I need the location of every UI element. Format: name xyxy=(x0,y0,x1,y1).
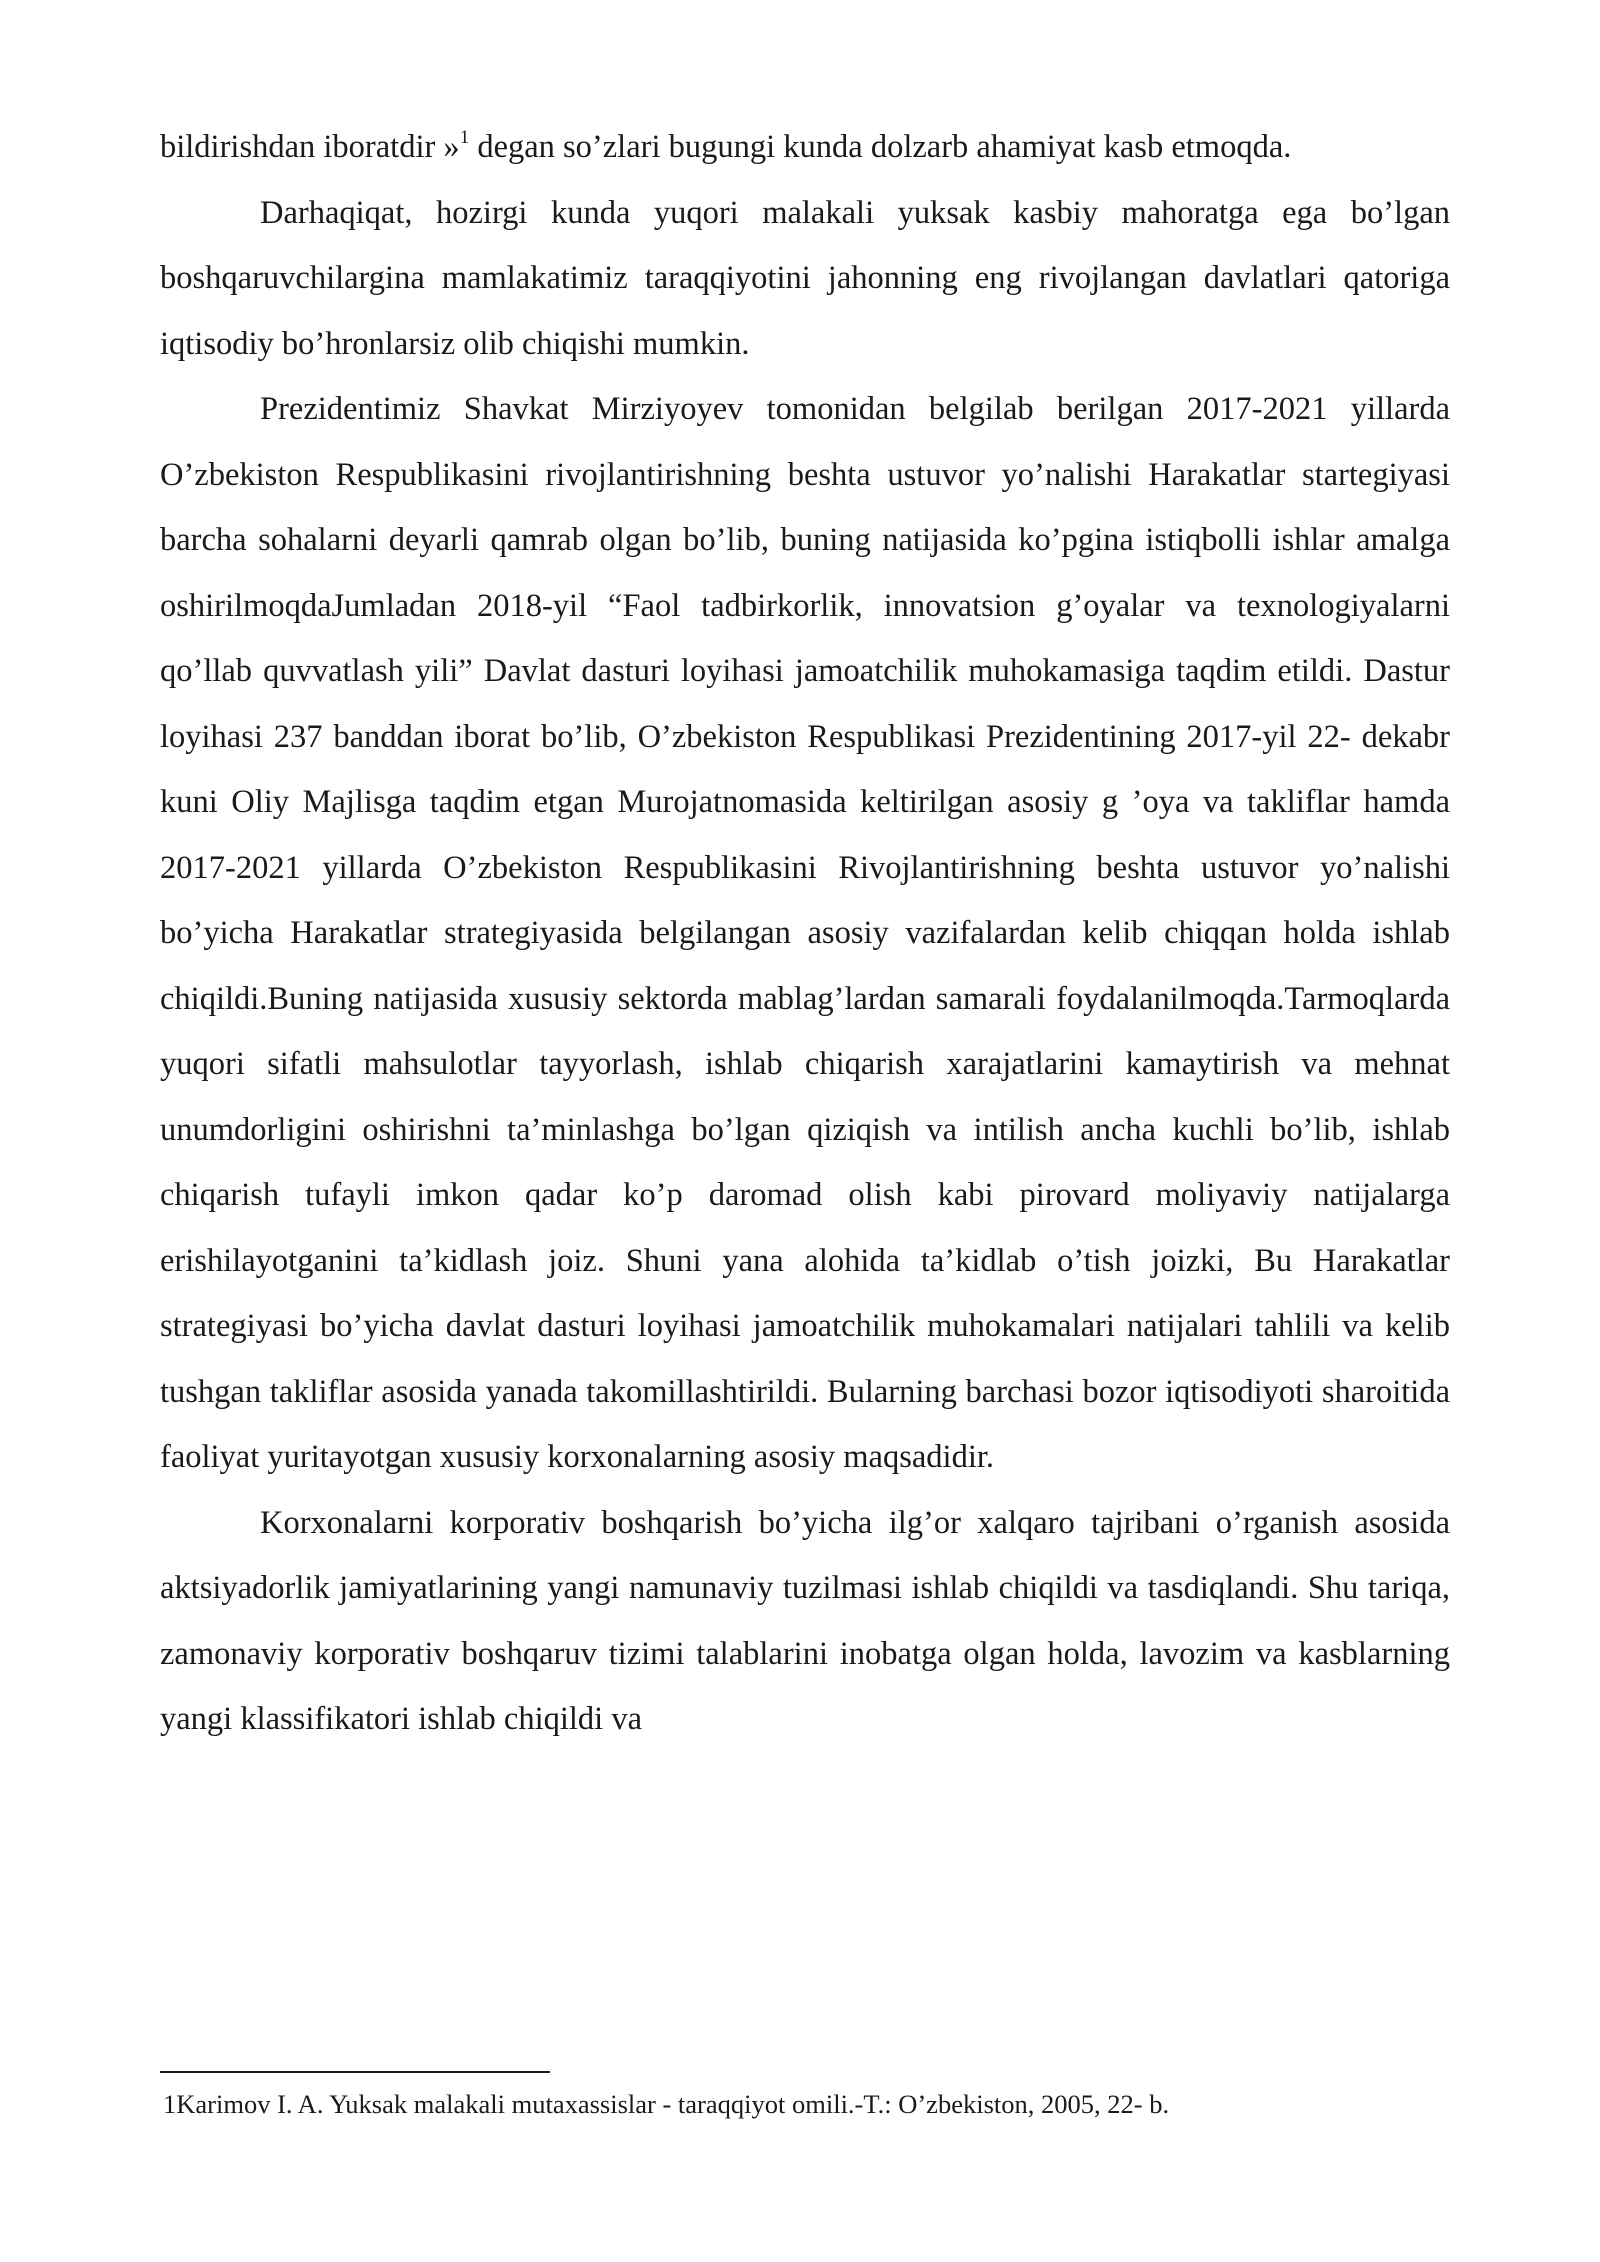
footnote-reference[interactable]: 1 xyxy=(459,127,470,149)
body-text xyxy=(160,115,1450,1753)
paragraph-text: degan so’zlari bugungi kunda dolzarb ahamiyat kasb etmoqda. xyxy=(469,129,1292,165)
paragraph-text: bildirishdan iboratdir » xyxy=(160,129,460,165)
footnote-separator xyxy=(160,2071,550,2073)
paragraph: Darhaqiqat, hozirgi kunda yuqori malakali yuksak kasbiy mahoratga ega bo’lgan boshqaruvchilargina mamlakatimiz taraqqiyotini jahonning eng rivojlangan davlatlari qatoriga iqtisodiy bo’hronlarsiz olib chiqishi mumkin. xyxy=(160,194,1450,362)
paragraph xyxy=(160,115,1450,181)
footnote: 1Karimov I. A. Yuksak malakali mutaxassislar - taraqqiyot omili.-T.: O’zbekiston, 2005, 22- b. xyxy=(163,2089,1170,2119)
paragraph: Prezidentimiz Shavkat Mirziyoyev tomonidan belgilab berilgan 2017-2021 yillarda O’zbekiston Respublikasini rivojlantirishning beshta ustuvor yo’nalishi Harakatlar startegiyasi barcha sohalarni deyarli qamrab olgan bo’lib, buning natijasida ko’pgina istiqbolli ishlar amalga oshirilmoqdaJumladan 2018-yil “Faol tadbirkorlik, innovatsion g’oyalar va texnologiyalarni qo’llab quvvatlash yili” Davlat dasturi loyihasi jamoatchilik muhokamasiga taqdim etildi. Dastur loyihasi 237 banddan iborat bo’lib, O’zbekiston Respublikasi Prezidentining 2017-yil 22- dekabr kuni Oliy Majlisga taqdim etgan Murojatnomasida keltirilgan asosiy g ’oya va takliflar hamda 2017-2021 yillarda O’zbekiston Respublikasini Rivojlantirishning beshta ustuvor yo’nalishi bo’yicha Harakatlar strategiyasida belgilangan asosiy vazifalardan kelib chiqqan holda ishlab chiqildi.Buning natijasida xususiy sektorda mablag’lardan samarali foydalanilmoqda.Tarmoqlarda yuqori sifatli mahsulotlar tayyorlash, ishlab chiqarish xarajatlarini kamaytirish va mehnat unumdorligini oshirishni ta’minlashga bo’lgan qiziqish va intilish ancha kuchli bo’lib, ishlab chiqarish tufayli imkon qadar ko’p daromad olish kabi pirovard moliyaviy natijalarga erishilayotganini ta’kidlash joiz. Shuni yana alohida ta’kidlab o’tish joizki, Bu Harakatlar strategiyasi bo’yicha davlat dasturi loyihasi jamoatchilik muhokamalari natijalari tahlili va kelib tushgan takliflar asosida yanada takomillashtirildi. Bularning barchasi bozor iqtisodiyoti sharoitida faoliyat yuritayotgan xususiy korxonalarning asosiy maqsadidir. xyxy=(160,391,1450,1475)
paragraph: Korxonalarni korporativ boshqarish bo’yicha ilg’or xalqaro tajribani o’rganish asosida aktsiyadorlik jamiyatlarining yangi namunaviy tuzilmasi ishlab chiqildi va tasdiqlandi. Shu tariqa, zamonaviy korporativ boshqaruv tizimi talablarini inobatga olgan holda, lavozim va kasblarning yangi klassifikatori ishlab chiqildi va xyxy=(160,1504,1450,1737)
